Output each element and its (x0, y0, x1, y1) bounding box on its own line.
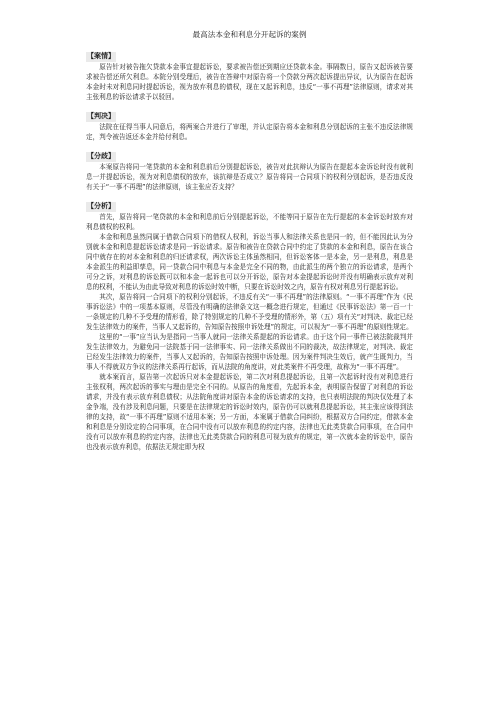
analysis-paragraph-4: 这里的“一事”应当认为是指同一当事人就同一法律关系提起的诉讼请求。由于这个同一事件已被法院裁判并发生法律效力，为避免同一法院基于同一法律事实、同一法律关系做出不同的裁决，故法律规定，对判决、裁定已经发生法律效力的案件，当事人又起诉的，告知原告按照申诉处理。因为案件判决生效后，就产生既判力，当事人不得就双方争议的法律关系再行起诉，而从法院的角度讲，对此类案件不再受理，故称为“一事不再理”。 (86, 333, 413, 371)
analysis-paragraph-1: 首先，原告将同一笔贷款的本金和利息前后分别提起诉讼，不能等同于原告在先行提起的本金诉讼时放弃对利息债权的权利。 (86, 213, 413, 231)
analysis-paragraph-2: 本金和利息虽然同属于借款合同项下的借权人权利，诉讼当事人和法律关系也是同一的，但不能因此认为分别就本金和利息提起诉讼请求是同一诉讼请求。原告和被告在贷款合同中约定了贷款的本金和利息，原告在该合同中就存在的对本金和利息的归还请求权，两次诉讼主体虽然相同，但诉讼客体一是本金，另一是利息，利息是本金派生的利益即孳息，同一贷款合同中利息与本金是完全不同的物，由此派生的两个独立的诉讼请求，是两个可分之诉，对利息的诉讼既可以和本金一起诉也可以分开诉讼，原告对本金提起诉讼时并没有明确表示放弃对利息的权利，不能认为由此导致对利息的诉讼时效中断，只要在诉讼时效之内，原告有权对利息另行提起诉讼。 (86, 233, 413, 291)
section-heading-dispute: 【分歧】 (87, 152, 115, 160)
section-heading-case: 【案情】 (87, 52, 115, 60)
section-analysis (86, 193, 413, 452)
case-paragraph: 原告针对被告拖欠贷款本金事宜提起诉讼，要求被告偿还到期应还贷款本金。事隔数日，原告又起诉被告要求被告偿还所欠利息。本院分别受理后，被告在答辩中对原告将一个贷款分两次起诉提出异议，认为原告在起诉本金时未对利息同时提起诉讼，视为放弃利息的债权，现在又起诉利息，违反“一事不再理”法律原则，请求对其主张利息的诉讼请求予以驳回。 (86, 63, 413, 101)
document-title: 最高法本金和利息分开起诉的案例 (192, 30, 307, 39)
analysis-paragraph-3: 其次，原告将同一合同项下的权利分别起诉，不违反有关“一事不再理”的法律原则。“一事不再理”作为《民事诉讼法》中的一项基本原则，尽管没有明确的法律条文这一概念进行规定，但通过《民事诉讼法》第一百一十一条规定的几种不予受理的情形看，除了特别规定的几种不予受理的情形外，第（五）项有关“对判决、裁定已经发生法律效力的案件，当事人又起诉的，告知原告按照申诉处理”的规定，可以视为“一事不再理”的原则性规定。 (86, 293, 413, 331)
section-judgment (86, 103, 413, 142)
document-page (86, 30, 413, 453)
judgment-paragraph: 法院在征得当事人同意后，将两案合并进行了审理，并认定原告将本金和利息分别起诉的主张不违反法律规定，判令被告返还本金并给付利息。 (86, 123, 413, 141)
analysis-paragraph-5: 就本案而言，原告第一次起诉只对本金提起诉讼，第二次对利息提起诉讼，且第一次起诉时没有对利息进行主张权利，两次起诉的事实与理由是完全不同的。从原告的角度看，先起诉本金，表明原告保留了对利息的诉讼请求，并没有表示放弃利息债权；从法院角度讲对原告本金的诉讼请求的支持，也只表明法院的判决仅处理了本金争端，没有涉及利息问题，只要是在法律规定的诉讼时效内，原告仍可以就利息提起诉讼，其主张应该得到法律的支持，故“一事不再理”原则不适用本案；另一方面，本案属于借款合同纠纷，根据双方合同约定，借款本金和利息是分别设定的合同事项，在合同中没有可以放弃利息的约定内容，法律也无此类贷款合同事项，在合同中没有可以放弃利息的约定内容，法律也无此类贷款合同的利息可视为放弃的规定，第一次就本金的诉讼中，原告也没表示放弃利息，依据法无规定即为权 (86, 373, 413, 451)
section-heading-judgment: 【判决】 (87, 112, 115, 120)
section-heading-analysis: 【分析】 (87, 202, 115, 210)
dispute-paragraph: 本案原告将同一笔贷款的本金和利息前后分别提起诉讼，被告对此抗辩认为原告在提起本金诉讼时没有就利息一并提起诉讼，视为对利息债权的放弃，该抗辩是否成立？原告将同一合同项下的权利分别起诉，是否违反没有关于“一事不再理”的法律原则，该主张应否支持？ (86, 163, 413, 191)
section-dispute (86, 143, 413, 192)
section-case (86, 43, 413, 102)
